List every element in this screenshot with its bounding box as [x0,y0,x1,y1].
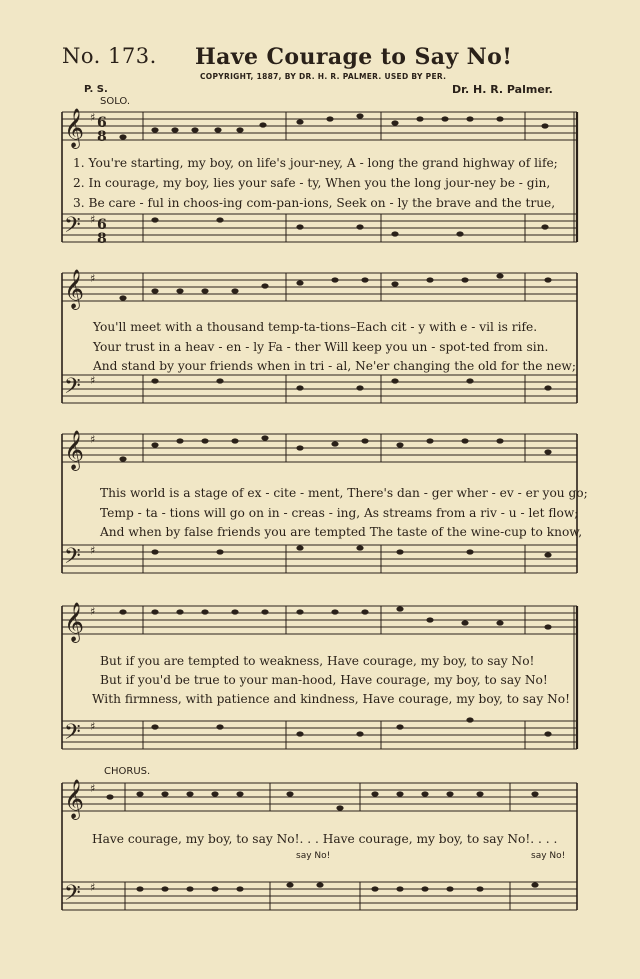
lyric-line: You'll meet with a thousand temp-ta-tions–Each cit - y with e - vil is rife. [93,320,538,334]
svg-text:♯: ♯ [90,782,96,795]
lyric-line: Have courage, my boy, to say No!. . . Have courage, my boy, to say No!. . . . [92,832,558,846]
svg-text:8: 8 [97,129,107,145]
svg-text:♯: ♯ [90,374,96,387]
svg-text:6: 6 [97,115,107,131]
svg-text:♯: ♯ [90,272,96,285]
treble-clef-icon: 𝄞 [64,108,85,148]
copyright-notice: COPYRIGHT, 1887, BY DR. H. R. PALMER. USED BY PER. [200,72,447,81]
svg-text:𝄞: 𝄞 [64,269,85,309]
svg-text:♯: ♯ [90,213,96,226]
lyric-line: With firmness, with patience and kindness, Have courage, my boy, to say No! [92,692,570,706]
svg-text:♯: ♯ [90,720,96,733]
composer-credit: Dr. H. R. Palmer. [452,83,553,96]
svg-text:♯: ♯ [90,544,96,557]
lyric-line: And stand by your friends when in tri - al, Ne'er changing the old for the new; [93,359,576,373]
lyric-line: But if you'd be true to your man-hood, Have courage, my boy, to say No! [100,673,548,687]
lyric-line: Your trust in a heav - en - ly Fa - ther Will keep you un - spot-ted from sin. [93,340,549,354]
svg-text:8: 8 [97,231,107,247]
svg-text:𝄞: 𝄞 [64,602,85,642]
hymn-number: No. 173. [62,44,157,68]
hymn-title: Have Courage to Say No! [195,44,513,70]
chorus-label: CHORUS. [104,766,151,777]
say-no-label: say No! [296,851,331,861]
staff-chorus-treble [62,783,577,811]
solo-label: SOLO. [100,96,131,107]
lyric-line: But if you are tempted to weakness, Have courage, my boy, to say No! [100,654,535,668]
lyric-line: 2. In courage, my boy, lies your safe - ty, When you the long jour-ney be - gin, [73,176,551,190]
lyric-line: Temp - ta - tions will go on in - creas - ing, As streams from a riv - u - let flow; [100,506,579,520]
svg-text:♯: ♯ [90,433,96,446]
lyric-line: This world is a stage of ex - cite - ment, There's dan - ger wher - ev - er you go; [100,486,588,500]
svg-text:♯: ♯ [90,881,96,894]
svg-text:𝄞: 𝄞 [64,779,85,819]
svg-text:𝄢: 𝄢 [64,881,81,911]
staff-system-1-bass [62,214,577,242]
lyric-line: 1. You're starting, my boy, on life's jour-ney, A - long the grand highway of life; [73,156,558,170]
svg-text:6: 6 [97,217,107,233]
staff-system-3-bass [62,545,577,573]
svg-text:𝄢: 𝄢 [64,720,81,750]
lyric-line: 3. Be care - ful in choos-ing com-pan-ions, Seek on - ly the brave and the true, [73,196,556,210]
staff-system-3-treble [62,434,577,462]
key-sharp-icon: ♯ [90,111,96,124]
author-initials: P. S. [84,84,108,95]
svg-text:𝄞: 𝄞 [64,430,85,470]
note-heads [106,113,551,891]
staff-system-4-treble [62,606,577,634]
bass-clef-icon: 𝄢 [64,213,81,243]
staff-system-2-bass [62,375,577,403]
staff-system-1-treble [62,112,577,140]
svg-text:𝄢: 𝄢 [64,544,81,574]
svg-text:♯: ♯ [90,605,96,618]
staff-system-4-bass [62,721,577,749]
say-no-label: say No! [531,851,566,861]
svg-text:𝄢: 𝄢 [64,374,81,404]
lyric-line: And when by false friends you are tempted The taste of the wine-cup to know, [100,525,583,539]
